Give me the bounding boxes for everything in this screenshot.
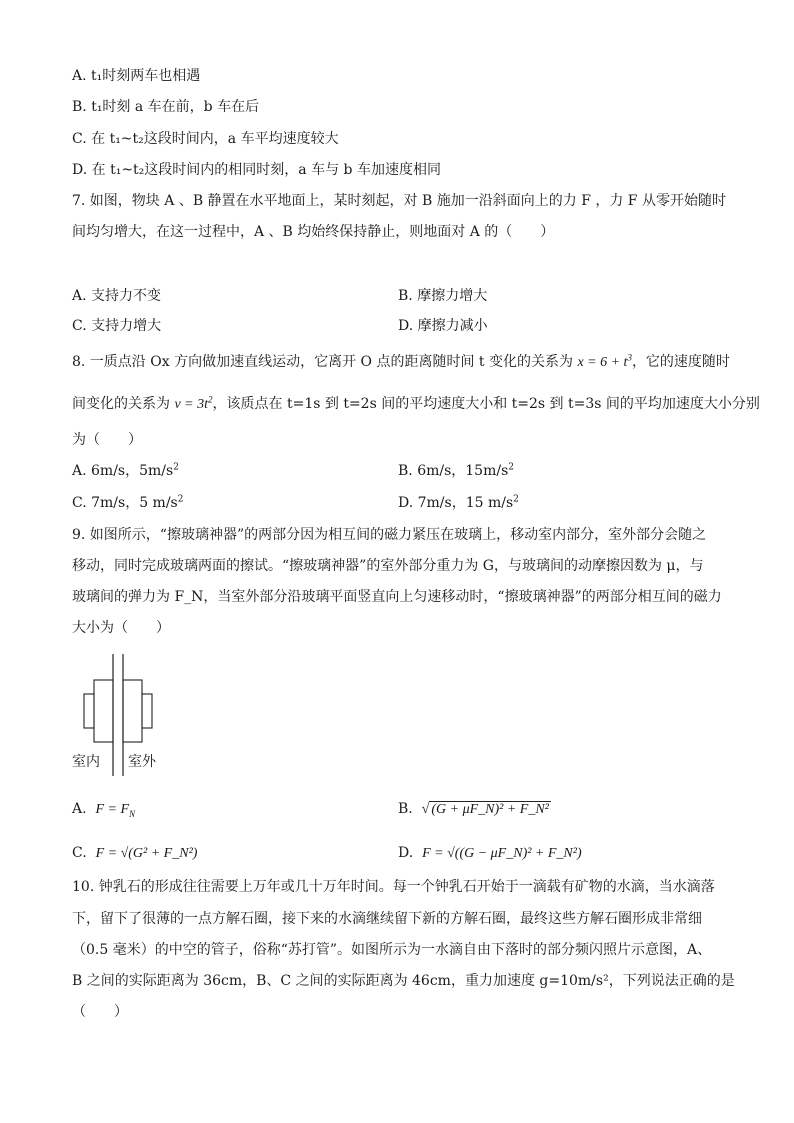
q8-option-d [398,493,519,513]
q8-option-b-text: B. 6m/s，15m/s [398,463,509,479]
q9-option-a-eq-text: F = F [95,802,130,817]
q8-text: ，它的速度随时 [631,354,730,370]
q6-option-a: A. t₁时刻两车也相遇 [72,68,201,84]
q9-option-a-eq [95,802,135,817]
q8-option-c-exp: 2 [177,494,184,505]
q9-option-b-eq-text: (G + μF_N)² + F_N² [431,802,549,817]
q8-option-d-exp: 2 [513,494,519,505]
q8-text: 间变化的关系为 [72,396,175,412]
q9-stem-line4: 大小为（ ） [72,620,170,636]
q9-option-c-eq: F = √(G² + F_N²) [95,846,198,861]
q8-eq-v [174,394,213,412]
q8-option-c [72,493,183,513]
q7-option-c: C. 支持力增大 [72,318,162,334]
q6-option-c: C. 在 t₁~t₂这段时间内，a 车平均速度较大 [72,131,339,147]
glass-wiper-diagram [72,654,182,782]
q8-stem-line2 [72,394,760,415]
q6-option-b: B. t₁时刻 a 车在前，b 车在后 [72,99,260,115]
q9-option-b-label: B. [398,801,413,817]
q9-option-c [72,843,197,864]
q8-eq-v-base: v = 3t [174,397,209,412]
q10-stem-line3: （0.5 毫米）的中空的管子，俗称“苏打管”。如图所示为一水滴自由下落时的部分频闪照片示意图，A、 [72,942,712,958]
q9-option-a-label: A. [72,801,87,817]
q10-stem-line5: （ ） [72,1004,128,1020]
label-outdoor: 室外 [128,754,156,770]
q9-option-d [398,843,582,864]
q8-option-a-exp: 2 [173,462,179,473]
q7-option-d: D. 摩擦力减小 [398,318,488,334]
q8-text: ，该质点在 t=1s 到 t=2s 间的平均速度大小和 t=2s 到 t=3s 间的平均加速度大小分别 [212,396,760,412]
q6-option-d: D. 在 t₁~t₂这段时间内的相同时刻，a 车与 b 车加速度相同 [72,162,441,178]
q8-option-a-text: A. 6m/s，5m/s [72,463,174,479]
q8-text: 8. 一质点沿 Ox 方向做加速直线运动，它离开 O 点的距离随时间 t 变化的关系为 [72,354,578,370]
q8-option-b-exp: 2 [508,462,514,473]
q8-eq-x-base: x = 6 + t [577,355,628,370]
q9-option-d-label: D. [398,845,414,861]
q9-option-b [398,799,551,820]
q8-option-a [72,461,179,481]
q9-stem-line1: 9. 如图所示，“擦玻璃神器”的两部分因为相互间的磁力紧压在玻璃上，移动室内部分，室外部分会随之 [72,527,707,543]
q8-eq-v-exp: 2 [208,394,213,405]
label-indoor: 室内 [72,754,100,770]
q9-option-a [72,799,135,820]
q9-stem-line2: 移动，同时完成玻璃两面的擦试。“擦玻璃神器”的室外部分重力为 G，与玻璃间的动摩擦因数为 μ，与 [72,558,704,574]
q8-option-d-text: D. 7m/s，15 m/s [398,495,514,511]
q8-stem-line3: 为（ ） [72,432,142,448]
q7-stem-line2: 间均匀增大，在这一过程中，A 、B 均始终保持静止，则地面对 A 的（ ） [72,224,555,240]
q9-option-c-label: C. [72,845,87,861]
q8-eq-x [577,352,632,370]
q10-stem-line2: 下，留下了很薄的一点方解石圈，接下来的水滴继续留下新的方解石圈，最终这些方解石圈形成非常细 [72,911,702,927]
q10-stem-line1: 10. 钟乳石的形成往往需要上万年或几十万年时间。每一个钟乳石开始于一滴载有矿物的水滴，当水滴落 [72,879,715,895]
q8-option-c-text: C. 7m/s，5 m/s [72,495,178,511]
q9-option-a-sub: N [129,808,136,819]
q7-option-a: A. 支持力不变 [72,288,162,304]
q7-option-b: B. 摩擦力增大 [398,288,488,304]
q10-stem-line4: B 之间的实际距离为 36cm，B、C 之间的实际距离为 46cm，重力加速度 g=10m/s²，下列说法正确的是 [72,973,735,989]
q9-stem-line3: 玻璃间的弹力为 F_N，当室外部分沿玻璃平面竖直向上匀速移动时，“擦玻璃神器”的两部分相互间的磁力 [72,589,722,605]
q8-stem-line1 [72,352,730,373]
q9-option-b-eq: √ (G + μF_N)² + F_N² [421,802,549,817]
q8-eq-x-exp: 3 [627,352,632,363]
q8-option-b [398,461,514,481]
q7-stem-line1: 7. 如图，物块 A 、B 静置在水平地面上，某时刻起，对 B 施加一沿斜面向上的力 F ，力 F 从零开始随时 [72,193,726,209]
q9-option-d-eq: F = √((G − μF_N)² + F_N²) [422,846,582,861]
